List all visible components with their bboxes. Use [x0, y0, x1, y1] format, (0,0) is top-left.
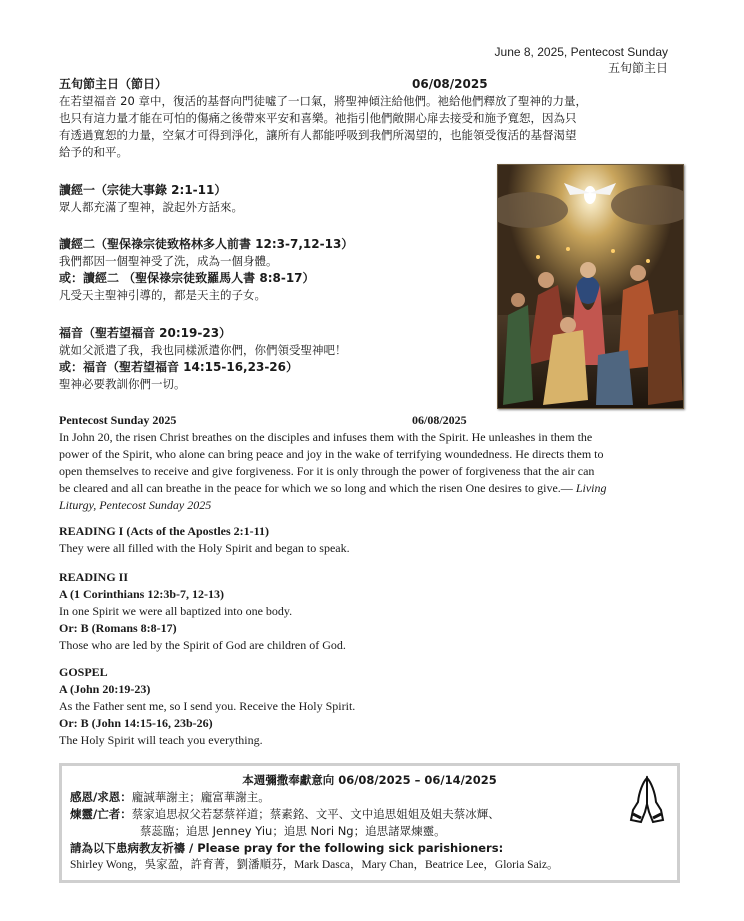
- en-intro-source-a: Living: [575, 481, 607, 495]
- zh-reading2-text: 我們都因一個聖神受了洗，成為一個身體。: [59, 254, 278, 268]
- en-reading1-heading: READING I (Acts of the Apostles 2:1-11): [59, 524, 269, 538]
- en-intro-line: open themselves to receive and give forgiveness. For it is only through the power of forgiveness that the air can: [59, 464, 595, 478]
- zh-reading1: [59, 182, 243, 216]
- en-intro-last-line: be cleared and all can breathe in the peace for which we so long and which the risen One desires to give.—: [59, 481, 573, 495]
- en-gospel: [59, 664, 355, 749]
- en-gospel-a-heading: A (John 20:19-23): [59, 682, 151, 696]
- en-reading2-b-text: Those who are led by the Spirit of God are children of God.: [59, 638, 346, 652]
- zh-reading2-alt-text: 凡受天主聖神引導的，都是天主的子女。: [59, 288, 266, 302]
- mass-intentions-box: [59, 763, 680, 883]
- zh-section: [59, 76, 689, 161]
- en-gospel-b-text: The Holy Spirit will teach you everything.: [59, 733, 263, 747]
- pentecost-painting-image: [498, 165, 683, 408]
- en-reading1-text: They were all filled with the Holy Spirit and began to speak.: [59, 541, 350, 555]
- en-intro-line: In John 20, the risen Christ breathes on the disciples and infuses them with the Spirit. He unleashes in them the: [59, 430, 593, 444]
- pray-heading-text: 請為以下患病教友祈禱 / Please pray for the following sick parishioners:: [70, 841, 504, 855]
- souls-row: [70, 806, 669, 823]
- en-reading2-heading: READING II: [59, 570, 129, 584]
- en-intro-line: power of the Spirit, who alone can bring peace and joy in the wake of terrifying woundedness. He directs them to: [59, 447, 604, 461]
- souls-label: 煉靈/亡者：: [70, 807, 132, 821]
- pray-heading: [70, 840, 669, 857]
- zh-reading2-heading: 讀經二（聖保祿宗徒致格林多人前書 12:3-7,12-13）: [59, 237, 354, 251]
- en-intro-source-b: Liturgy, Pentecost Sunday 2025: [59, 498, 212, 512]
- en-title: Pentecost Sunday 2025: [59, 413, 177, 427]
- en-gospel-b-heading: Or: B (John 14:15-16, 23b-26): [59, 716, 213, 730]
- en-intro-line: [59, 480, 679, 497]
- en-gospel-a-text: As the Father sent me, so I send you. Receive the Holy Spirit.: [59, 699, 356, 713]
- zh-title-row: [59, 76, 488, 93]
- zh-date: 06/08/2025: [412, 77, 488, 91]
- en-title-row: [59, 412, 479, 429]
- header-date-line: June 8, 2025, Pentecost Sunday: [494, 45, 668, 59]
- en-section: [59, 412, 679, 514]
- souls-text-cont: 蔡蕊臨；追思 Jenney Yiu；追思 Nori Ng；追思諸眾煉靈。: [140, 824, 446, 838]
- praying-hands-icon: [627, 774, 667, 826]
- header-subtitle: 五旬節主日: [607, 61, 668, 75]
- zh-intro-line: 在若望福音 20 章中，復活的基督向門徒噓了一口氣，將聖神傾注給他們。祂給他們釋放了聖神的力量，: [59, 94, 587, 108]
- sick-list: Shirley Wong，吳家盈，許育菁，劉潘順芬，Mark Dasca，Mary Chan，Beatrice Lee，Gloria Saiz。: [70, 859, 559, 871]
- zh-gospel: [59, 325, 347, 393]
- en-intro-source-line: [59, 497, 679, 514]
- zh-intro-line: 給予的和平。: [59, 145, 128, 159]
- en-reading2: [59, 569, 346, 654]
- zh-reading2-alt-heading: 或：讀經二 （聖保祿宗徒致羅馬人書 8:8-17）: [59, 271, 315, 285]
- en-date: 06/08/2025: [412, 413, 467, 427]
- zh-gospel-alt-heading: 或：福音（聖若望福音 14:15-16,23-26）: [59, 360, 298, 374]
- zh-gospel-alt-text: 聖神必要教訓你們一切。: [59, 377, 186, 391]
- thanks-row: [70, 789, 669, 806]
- souls-row-cont: [70, 823, 669, 840]
- zh-gospel-heading: 福音（聖若望福音 20:19-23）: [59, 326, 232, 340]
- en-reading2-b-heading: Or: B (Romans 8:8-17): [59, 621, 177, 635]
- en-gospel-heading: GOSPEL: [59, 665, 108, 679]
- zh-reading1-text: 眾人都充滿了聖神，說起外方話來。: [59, 200, 243, 214]
- thanks-label: 感恩/求恩：: [70, 790, 132, 804]
- souls-text: 蔡家追思叔父若瑟蔡祥道；蔡素銘、文平、文中追思姐姐及姐夫蔡冰輝、: [131, 807, 500, 821]
- zh-reading2: [59, 236, 353, 304]
- mass-box-title: 本週彌撒奉獻意向 06/08/2025 – 06/14/2025: [242, 773, 497, 787]
- zh-intro-line: 也只有這力量才能在可怕的傷痛之後帶來平安和喜樂。祂指引他們敞開心扉去接受和施予寬恕，因為只: [59, 111, 577, 125]
- thanks-text: 龐誠華謝主；龐富華謝主。: [131, 790, 270, 804]
- en-reading2-a-heading: A (1 Corinthians 12:3b-7, 12-13): [59, 587, 225, 601]
- page-header: [495, 44, 668, 76]
- zh-title: 五旬節主日（節日）: [59, 77, 168, 91]
- zh-reading1-heading: 讀經一（宗徒大事錄 2:1-11）: [59, 183, 227, 197]
- zh-intro-line: 有透過寬恕的力量，空氣才可得到淨化，讓所有人都能呼吸到我們所渴望的，也能領受復活的基督渴望: [59, 128, 577, 142]
- zh-gospel-text: 就如父派遣了我，我也同樣派遣你們，你們領受聖神吧！: [59, 343, 347, 357]
- pentecost-painting: [497, 164, 684, 409]
- en-reading2-a-text: In one Spirit we were all baptized into one body.: [59, 604, 293, 618]
- en-reading1: [59, 523, 350, 557]
